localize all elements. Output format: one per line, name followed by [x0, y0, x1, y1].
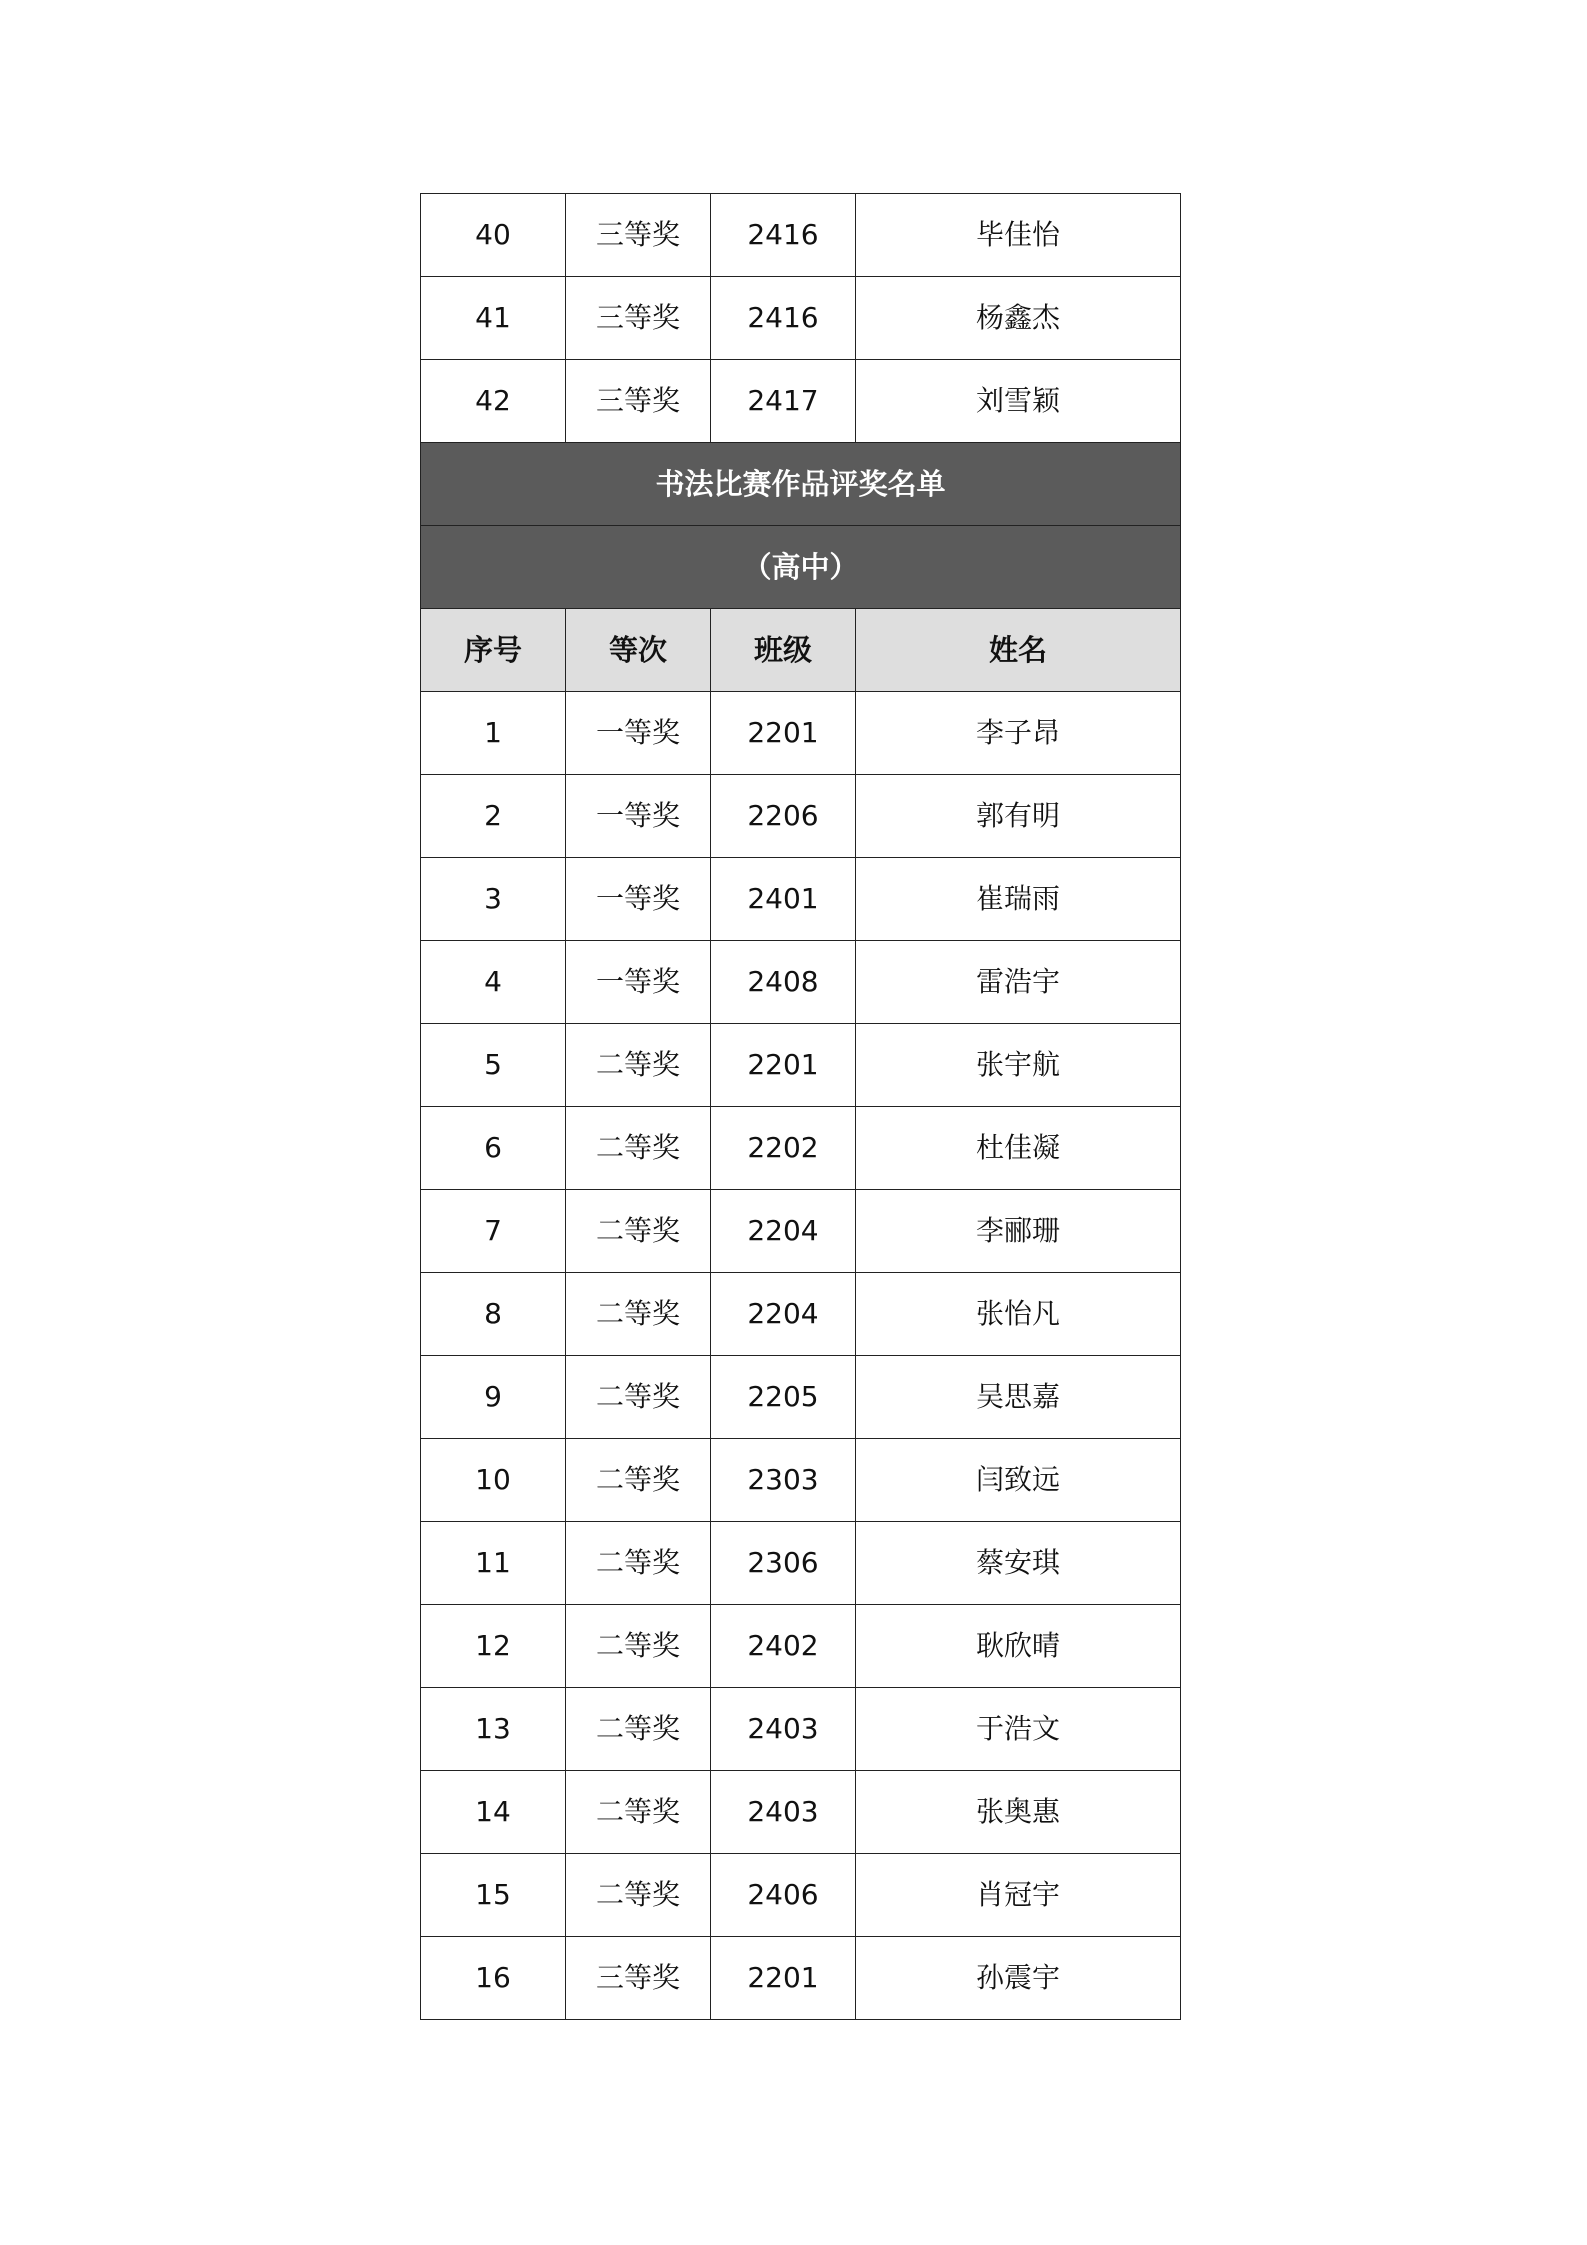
cell-name: 张怡凡: [856, 1273, 1181, 1356]
cell-no: 14: [421, 1771, 566, 1854]
award-table-body: [421, 194, 1181, 2020]
cell-level: 二等奖: [566, 1771, 711, 1854]
cell-no: 2: [421, 775, 566, 858]
table-row: [421, 1024, 1181, 1107]
cell-class: 2303: [711, 1439, 856, 1522]
cell-name: 崔瑞雨: [856, 858, 1181, 941]
cell-level: 二等奖: [566, 1605, 711, 1688]
cell-no: 40: [421, 194, 566, 277]
header-class: 班级: [711, 609, 856, 692]
cell-no: 42: [421, 360, 566, 443]
table-row: [421, 1522, 1181, 1605]
table-row: [421, 775, 1181, 858]
header-level: 等次: [566, 609, 711, 692]
cell-name: 耿欣晴: [856, 1605, 1181, 1688]
cell-no: 1: [421, 692, 566, 775]
table-row: [421, 1190, 1181, 1273]
cell-class: 2201: [711, 692, 856, 775]
table-row: [421, 1107, 1181, 1190]
table-row: [421, 1439, 1181, 1522]
cell-name: 雷浩宇: [856, 941, 1181, 1024]
cell-level: 三等奖: [566, 277, 711, 360]
cell-class: 2416: [711, 277, 856, 360]
cell-level: 二等奖: [566, 1688, 711, 1771]
cell-level: 二等奖: [566, 1190, 711, 1273]
cell-no: 3: [421, 858, 566, 941]
cell-level: 一等奖: [566, 858, 711, 941]
section-title-row: [421, 443, 1181, 526]
cell-no: 6: [421, 1107, 566, 1190]
table-row: [421, 1688, 1181, 1771]
cell-class: 2204: [711, 1273, 856, 1356]
table-row: [421, 1937, 1181, 2020]
header-name: 姓名: [856, 609, 1181, 692]
cell-name: 张宇航: [856, 1024, 1181, 1107]
cell-no: 15: [421, 1854, 566, 1937]
cell-name: 刘雪颖: [856, 360, 1181, 443]
cell-class: 2204: [711, 1190, 856, 1273]
cell-no: 13: [421, 1688, 566, 1771]
table-row: [421, 692, 1181, 775]
cell-class: 2401: [711, 858, 856, 941]
cell-no: 11: [421, 1522, 566, 1605]
cell-class: 2416: [711, 194, 856, 277]
section-subtitle: （高中）: [421, 526, 1181, 609]
cell-class: 2408: [711, 941, 856, 1024]
cell-level: 二等奖: [566, 1522, 711, 1605]
section-subtitle-row: [421, 526, 1181, 609]
cell-name: 郭有明: [856, 775, 1181, 858]
cell-no: 4: [421, 941, 566, 1024]
cell-level: 二等奖: [566, 1273, 711, 1356]
cell-class: 2403: [711, 1771, 856, 1854]
cell-class: 2417: [711, 360, 856, 443]
table-row: [421, 360, 1181, 443]
cell-level: 二等奖: [566, 1356, 711, 1439]
header-no: 序号: [421, 609, 566, 692]
table-row: [421, 1356, 1181, 1439]
table-row: [421, 1605, 1181, 1688]
cell-class: 2403: [711, 1688, 856, 1771]
cell-name: 李郦珊: [856, 1190, 1181, 1273]
cell-level: 二等奖: [566, 1024, 711, 1107]
cell-name: 张奥惠: [856, 1771, 1181, 1854]
cell-level: 三等奖: [566, 360, 711, 443]
cell-class: 2202: [711, 1107, 856, 1190]
cell-name: 毕佳怡: [856, 194, 1181, 277]
cell-level: 一等奖: [566, 775, 711, 858]
cell-class: 2406: [711, 1854, 856, 1937]
cell-no: 10: [421, 1439, 566, 1522]
cell-no: 16: [421, 1937, 566, 2020]
cell-level: 三等奖: [566, 194, 711, 277]
table-row: [421, 194, 1181, 277]
cell-level: 二等奖: [566, 1439, 711, 1522]
cell-no: 12: [421, 1605, 566, 1688]
table-row: [421, 1854, 1181, 1937]
cell-name: 吴思嘉: [856, 1356, 1181, 1439]
cell-level: 三等奖: [566, 1937, 711, 2020]
cell-class: 2201: [711, 1024, 856, 1107]
cell-name: 杨鑫杰: [856, 277, 1181, 360]
table-row: [421, 277, 1181, 360]
cell-no: 8: [421, 1273, 566, 1356]
table-row: [421, 858, 1181, 941]
cell-level: 二等奖: [566, 1854, 711, 1937]
cell-name: 蔡安琪: [856, 1522, 1181, 1605]
table-row: [421, 941, 1181, 1024]
cell-no: 5: [421, 1024, 566, 1107]
award-table: [420, 193, 1181, 2020]
cell-name: 肖冠宇: [856, 1854, 1181, 1937]
cell-no: 7: [421, 1190, 566, 1273]
cell-level: 一等奖: [566, 941, 711, 1024]
cell-name: 杜佳凝: [856, 1107, 1181, 1190]
table-row: [421, 1273, 1181, 1356]
cell-class: 2201: [711, 1937, 856, 2020]
cell-name: 于浩文: [856, 1688, 1181, 1771]
cell-name: 孙震宇: [856, 1937, 1181, 2020]
section-title: 书法比赛作品评奖名单: [421, 443, 1181, 526]
cell-level: 一等奖: [566, 692, 711, 775]
cell-level: 二等奖: [566, 1107, 711, 1190]
cell-no: 41: [421, 277, 566, 360]
cell-class: 2205: [711, 1356, 856, 1439]
cell-no: 9: [421, 1356, 566, 1439]
cell-class: 2306: [711, 1522, 856, 1605]
cell-name: 闫致远: [856, 1439, 1181, 1522]
cell-class: 2402: [711, 1605, 856, 1688]
cell-class: 2206: [711, 775, 856, 858]
header-row: [421, 609, 1181, 692]
cell-name: 李子昂: [856, 692, 1181, 775]
table-row: [421, 1771, 1181, 1854]
